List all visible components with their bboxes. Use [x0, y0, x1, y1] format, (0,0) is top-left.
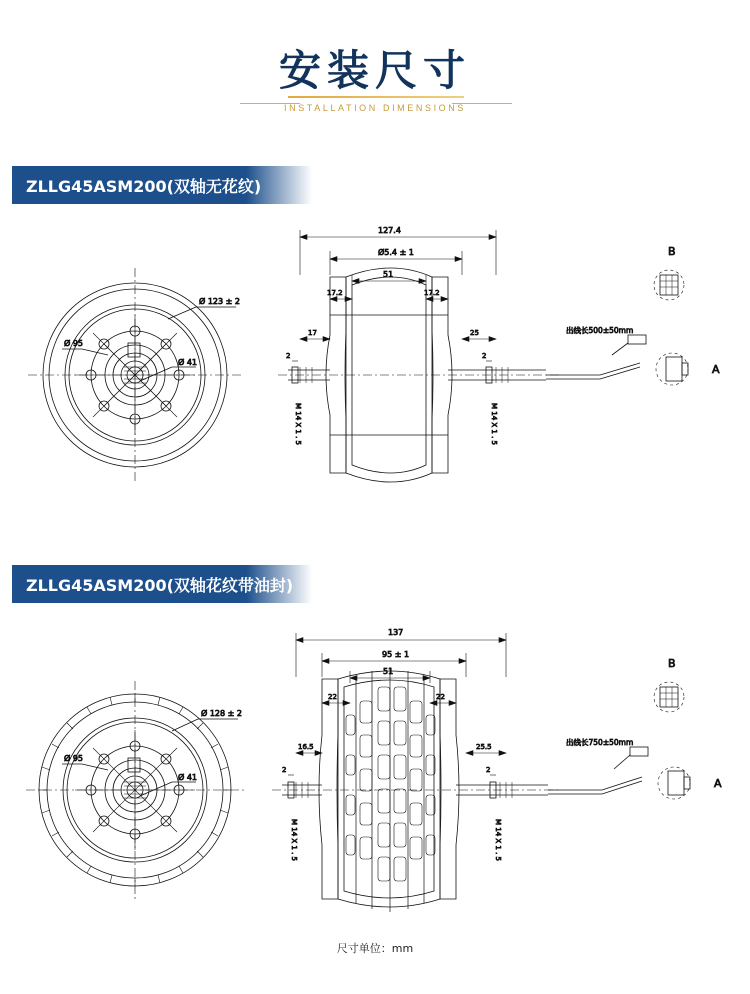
callout-b-1: B: [668, 245, 676, 258]
front-shaft-dia-label-2: Ø 41: [178, 773, 198, 782]
dim-overall-1: 127.4: [378, 226, 401, 235]
dim-left-small-1: 17: [308, 329, 317, 337]
thread-left-2: M 14 X 1 . 5: [290, 819, 298, 861]
dim-left-small-2: 16.5: [298, 743, 314, 751]
dim-right-small-1: 25: [470, 329, 479, 337]
side-view-tread-seal: [272, 633, 690, 912]
dim-center-2: 51: [383, 667, 394, 676]
cable-note-2: 出线长750±50mm: [566, 738, 634, 747]
dim-right-flat-2: 2: [486, 766, 491, 774]
callout-b-2: B: [668, 657, 676, 670]
page-title: 安装尺寸: [278, 46, 471, 95]
front-bolt-circle-label-1: Ø 95: [64, 339, 84, 348]
dim-body-1: Ø5.4 ± 1: [378, 248, 414, 257]
front-bolt-circle-label-2: Ø 95: [64, 754, 84, 763]
dim-right-small-2: 25.5: [476, 743, 492, 751]
page-subtitle-wrap: [0, 98, 750, 116]
dim-body-2: 95 ± 1: [382, 650, 410, 659]
thread-right-1: M 14 X 1 . 5: [490, 403, 498, 445]
page-subtitle: INSTALLATION DIMENSIONS: [284, 103, 466, 113]
section-banner-1: [12, 166, 312, 204]
dim-left-flat-2: 2: [282, 766, 287, 774]
section-banner-2: [12, 565, 312, 603]
front-shaft-dia-label-1: Ø 41: [178, 358, 198, 367]
callout-a-2: A: [714, 777, 722, 790]
callout-a-1: A: [712, 363, 720, 376]
dim-overall-2: 137: [388, 628, 404, 637]
thread-left-1: M 14 X 1 . 5: [294, 403, 302, 445]
thread-right-2: M 14 X 1 . 5: [494, 819, 502, 861]
dim-left-step-1: 17.2: [327, 289, 343, 297]
cable-note-1: 出线长500±50mm: [566, 326, 634, 335]
dim-left-step-2: 22: [328, 693, 337, 701]
drawing-tread-seal: [0, 615, 750, 945]
page-header: [0, 0, 750, 140]
dim-right-step-2: 22: [436, 693, 445, 701]
drawing-no-tread: [0, 215, 750, 535]
dim-center-1: 51: [383, 270, 394, 279]
front-outer-dia-label-2: Ø 128 ± 2: [201, 709, 242, 718]
front-outer-dia-label-1: Ø 123 ± 2: [199, 297, 240, 306]
section-banner-1-label: ZLLG45ASM200(双轴无花纹): [26, 176, 262, 196]
dim-right-step-1: 17.2: [424, 289, 440, 297]
section-banner-2-label: ZLLG45ASM200(双轴花纹带油封): [26, 575, 294, 595]
dim-right-flat-1: 2: [482, 352, 487, 360]
dim-left-flat-1: 2: [286, 352, 291, 360]
units-footnote: 尺寸单位：mm: [336, 942, 414, 955]
